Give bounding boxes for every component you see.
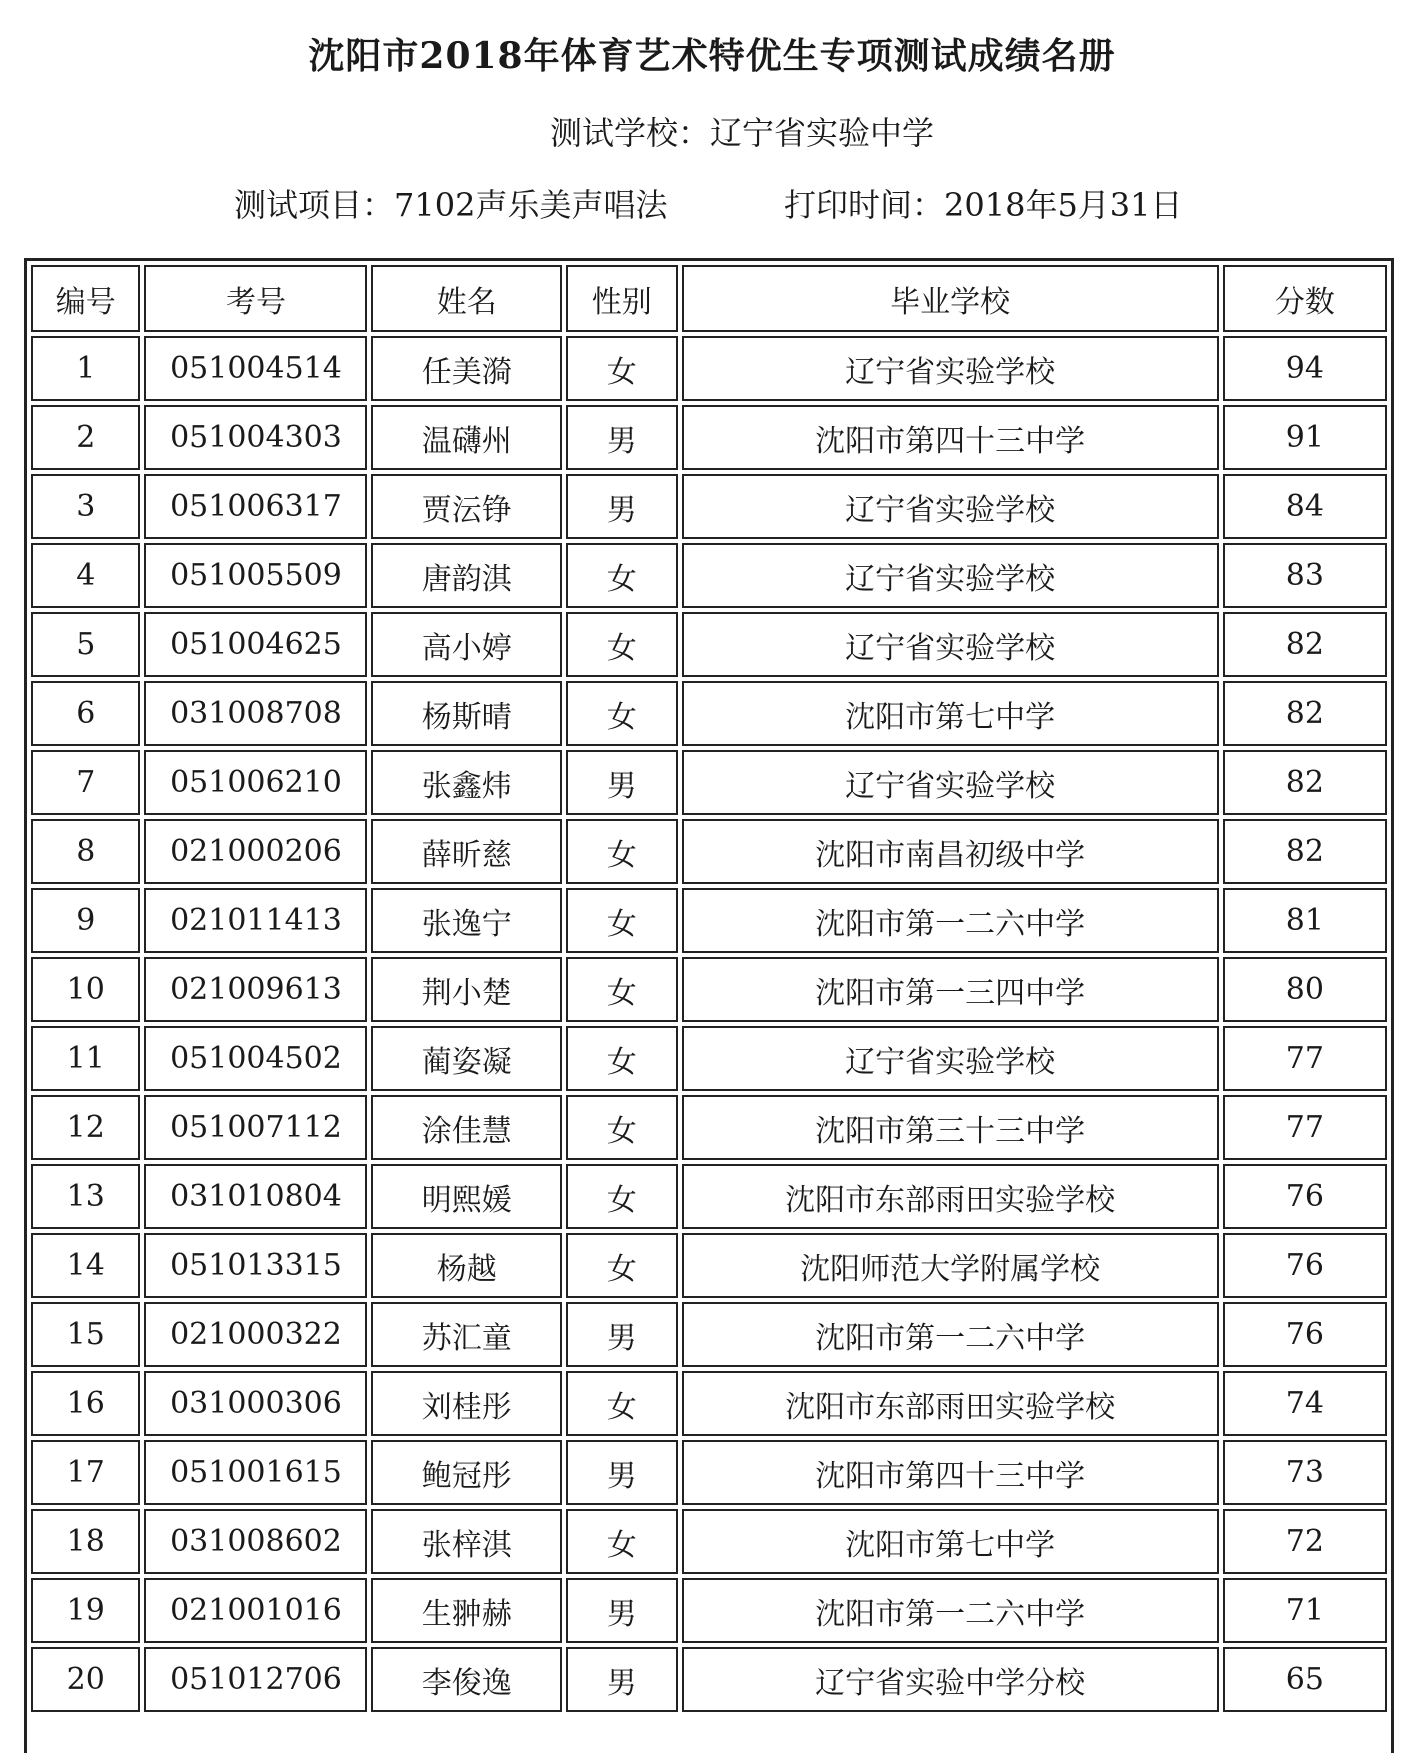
- cell-number: 8: [31, 819, 140, 884]
- cell-school: 沈阳市第一二六中学: [682, 1578, 1219, 1643]
- cell-school: 沈阳市第一三四中学: [682, 957, 1219, 1022]
- cell-score: 94: [1223, 336, 1387, 401]
- cell-exam-id: 021009613: [144, 957, 367, 1022]
- cell-score: 82: [1223, 750, 1387, 815]
- cell-score: 80: [1223, 957, 1387, 1022]
- cell-school: 沈阳市第三十三中学: [682, 1095, 1219, 1160]
- column-header-gender: 性别: [566, 265, 678, 332]
- cell-number: 3: [31, 474, 140, 539]
- table-row: [31, 750, 1387, 815]
- cell-gender: 男: [566, 750, 678, 815]
- cell-school: 辽宁省实验学校: [682, 474, 1219, 539]
- cell-gender: 女: [566, 957, 678, 1022]
- table-row: [31, 336, 1387, 401]
- cell-gender: 男: [566, 1440, 678, 1505]
- cell-name: 杨越: [371, 1233, 562, 1298]
- cell-gender: 男: [566, 405, 678, 470]
- cell-number: 18: [31, 1509, 140, 1574]
- cell-gender: 女: [566, 681, 678, 746]
- cell-gender: 男: [566, 1302, 678, 1367]
- cell-exam-id: 051004502: [144, 1026, 367, 1091]
- cell-name: 刘桂彤: [371, 1371, 562, 1436]
- cell-school: 辽宁省实验学校: [682, 543, 1219, 608]
- cell-score: 73: [1223, 1440, 1387, 1505]
- cell-gender: 男: [566, 1578, 678, 1643]
- cell-name: 蔺姿凝: [371, 1026, 562, 1091]
- cell-school: 沈阳市第四十三中学: [682, 1440, 1219, 1505]
- cell-name: 张鑫炜: [371, 750, 562, 815]
- score-table: [27, 261, 1391, 1716]
- cell-score: 77: [1223, 1026, 1387, 1091]
- cell-score: 71: [1223, 1578, 1387, 1643]
- cell-gender: 男: [566, 474, 678, 539]
- cell-number: 1: [31, 336, 140, 401]
- cell-score: 76: [1223, 1302, 1387, 1367]
- cell-score: 82: [1223, 681, 1387, 746]
- column-header-exam-id: 考号: [144, 265, 367, 332]
- cell-exam-id: 051006210: [144, 750, 367, 815]
- cell-name: 荆小楚: [371, 957, 562, 1022]
- cell-number: 11: [31, 1026, 140, 1091]
- cell-number: 5: [31, 612, 140, 677]
- cell-exam-id: 051004514: [144, 336, 367, 401]
- cell-school: 沈阳市第一二六中学: [682, 1302, 1219, 1367]
- cell-score: 76: [1223, 1233, 1387, 1298]
- cell-school: 沈阳市第一二六中学: [682, 888, 1219, 953]
- cell-name: 唐韵淇: [371, 543, 562, 608]
- cell-number: 10: [31, 957, 140, 1022]
- cell-number: 20: [31, 1647, 140, 1712]
- page-title: 沈阳市2018年体育艺术特优生专项测试成绩名册: [308, 35, 1116, 77]
- column-header-number: 编号: [31, 265, 140, 332]
- cell-score: 82: [1223, 819, 1387, 884]
- cell-gender: 女: [566, 612, 678, 677]
- cell-number: 9: [31, 888, 140, 953]
- cell-exam-id: 051006317: [144, 474, 367, 539]
- cell-score: 74: [1223, 1371, 1387, 1436]
- cell-exam-id: 021011413: [144, 888, 367, 953]
- cell-exam-id: 051001615: [144, 1440, 367, 1505]
- cell-exam-id: 031010804: [144, 1164, 367, 1229]
- cell-school: 辽宁省实验中学分校: [682, 1647, 1219, 1712]
- print-time-line: 打印时间：2018年5月31日: [784, 186, 1183, 224]
- cell-gender: 女: [566, 1509, 678, 1574]
- cell-gender: 女: [566, 819, 678, 884]
- column-header-score: 分数: [1223, 265, 1387, 332]
- cell-school: 辽宁省实验学校: [682, 750, 1219, 815]
- cell-score: 72: [1223, 1509, 1387, 1574]
- cell-number: 7: [31, 750, 140, 815]
- cell-score: 65: [1223, 1647, 1387, 1712]
- cell-name: 涂佳慧: [371, 1095, 562, 1160]
- cell-name: 温礴州: [371, 405, 562, 470]
- cell-gender: 女: [566, 888, 678, 953]
- cell-gender: 女: [566, 1095, 678, 1160]
- cell-school: 沈阳市第七中学: [682, 681, 1219, 746]
- cell-gender: 女: [566, 336, 678, 401]
- cell-exam-id: 021000322: [144, 1302, 367, 1367]
- cell-exam-id: 051004303: [144, 405, 367, 470]
- cell-school: 沈阳师范大学附属学校: [682, 1233, 1219, 1298]
- table-row: [31, 1095, 1387, 1160]
- cell-exam-id: 031008602: [144, 1509, 367, 1574]
- cell-exam-id: 031000306: [144, 1371, 367, 1436]
- cell-number: 2: [31, 405, 140, 470]
- cell-number: 14: [31, 1233, 140, 1298]
- cell-number: 16: [31, 1371, 140, 1436]
- cell-exam-id: 051005509: [144, 543, 367, 608]
- cell-name: 贾沄铮: [371, 474, 562, 539]
- cell-name: 张梓淇: [371, 1509, 562, 1574]
- cell-number: 17: [31, 1440, 140, 1505]
- score-table-frame: [24, 258, 1394, 1753]
- cell-gender: 女: [566, 1164, 678, 1229]
- cell-exam-id: 051007112: [144, 1095, 367, 1160]
- table-row: [31, 1578, 1387, 1643]
- cell-gender: 男: [566, 1647, 678, 1712]
- table-row: [31, 957, 1387, 1022]
- table-header-row: [31, 265, 1387, 332]
- cell-name: 苏汇童: [371, 1302, 562, 1367]
- cell-school: 辽宁省实验学校: [682, 612, 1219, 677]
- cell-name: 高小婷: [371, 612, 562, 677]
- cell-name: 杨斯晴: [371, 681, 562, 746]
- column-header-school: 毕业学校: [682, 265, 1219, 332]
- table-row: [31, 1509, 1387, 1574]
- table-row: [31, 1371, 1387, 1436]
- table-row: [31, 819, 1387, 884]
- table-row: [31, 1440, 1387, 1505]
- table-row: [31, 612, 1387, 677]
- cell-score: 82: [1223, 612, 1387, 677]
- cell-number: 12: [31, 1095, 140, 1160]
- cell-score: 91: [1223, 405, 1387, 470]
- cell-gender: 女: [566, 543, 678, 608]
- cell-name: 明熙媛: [371, 1164, 562, 1229]
- cell-school: 沈阳市东部雨田实验学校: [682, 1164, 1219, 1229]
- cell-exam-id: 021001016: [144, 1578, 367, 1643]
- cell-number: 15: [31, 1302, 140, 1367]
- test-project-line: 测试项目：7102声乐美声唱法: [234, 186, 668, 224]
- cell-name: 鲍冠彤: [371, 1440, 562, 1505]
- table-row: [31, 405, 1387, 470]
- cell-number: 4: [31, 543, 140, 608]
- cell-score: 76: [1223, 1164, 1387, 1229]
- cell-school: 沈阳市第四十三中学: [682, 405, 1219, 470]
- cell-score: 83: [1223, 543, 1387, 608]
- cell-score: 84: [1223, 474, 1387, 539]
- table-row: [31, 681, 1387, 746]
- cell-exam-id: 051012706: [144, 1647, 367, 1712]
- table-row: [31, 543, 1387, 608]
- cell-school: 辽宁省实验学校: [682, 336, 1219, 401]
- cell-name: 薛昕慈: [371, 819, 562, 884]
- cell-name: 任美漪: [371, 336, 562, 401]
- cell-name: 张逸宁: [371, 888, 562, 953]
- cell-name: 生翀赫: [371, 1578, 562, 1643]
- cell-exam-id: 051004625: [144, 612, 367, 677]
- table-row: [31, 1647, 1387, 1712]
- cell-gender: 女: [566, 1371, 678, 1436]
- cell-number: 13: [31, 1164, 140, 1229]
- cell-score: 81: [1223, 888, 1387, 953]
- cell-exam-id: 031008708: [144, 681, 367, 746]
- cell-name: 李俊逸: [371, 1647, 562, 1712]
- table-row: [31, 1164, 1387, 1229]
- cell-number: 19: [31, 1578, 140, 1643]
- cell-school: 沈阳市东部雨田实验学校: [682, 1371, 1219, 1436]
- table-row: [31, 1233, 1387, 1298]
- cell-school: 沈阳市南昌初级中学: [682, 819, 1219, 884]
- table-row: [31, 1302, 1387, 1367]
- column-header-name: 姓名: [371, 265, 562, 332]
- cell-number: 6: [31, 681, 140, 746]
- table-row: [31, 888, 1387, 953]
- cell-exam-id: 021000206: [144, 819, 367, 884]
- table-row: [31, 474, 1387, 539]
- test-school-line: 测试学校：辽宁省实验中学: [549, 114, 934, 152]
- cell-school: 辽宁省实验学校: [682, 1026, 1219, 1091]
- cell-exam-id: 051013315: [144, 1233, 367, 1298]
- cell-score: 77: [1223, 1095, 1387, 1160]
- cell-school: 沈阳市第七中学: [682, 1509, 1219, 1574]
- cell-gender: 女: [566, 1233, 678, 1298]
- cell-gender: 女: [566, 1026, 678, 1091]
- table-row: [31, 1026, 1387, 1091]
- table-body: [31, 336, 1387, 1712]
